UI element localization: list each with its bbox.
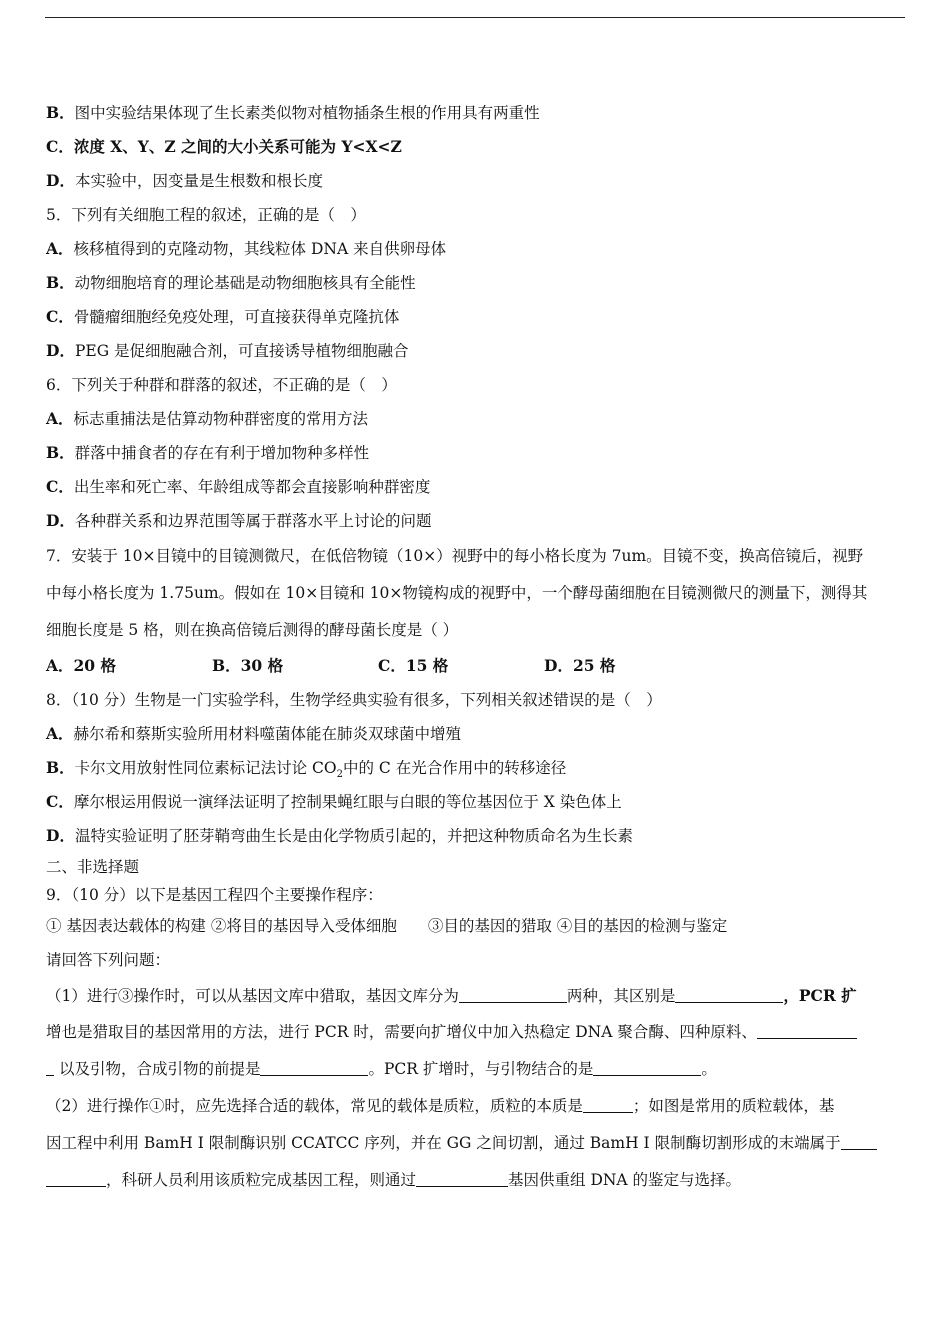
option-text: 标志重捕法是估算动物种群密度的常用方法 [73,410,369,428]
text: （1）进行③操作时，可以从基因文库中猎取，基因文库分为 [46,987,459,1005]
option-text: 卡尔文用放射性同位素标记法讨论 CO [74,759,337,777]
q7-stem-line-1: 7．安装于 10×目镜中的目镜测微尺，在低倍物镜（10×）视野中的每小格长度为 7um。目镜不变，换高倍镜后，视野 [46,547,864,565]
q5-option-c [46,300,906,334]
option-text: 赫尔希和蔡斯实验所用材料噬菌体能在肺炎双球菌中增殖 [73,725,462,743]
q8-option-d [46,819,906,853]
q6-stem: 6．下列关于种群和群落的叙述，不正确的是（ ） [46,376,397,394]
q6-option-a [46,402,906,436]
q5-option-a [46,232,906,266]
q9-part2-line-2 [46,1125,906,1162]
option-text: 出生率和死亡率、年龄组成等都会直接影响种群密度 [73,478,431,496]
answer-blank [459,984,567,1003]
option-label: D． [46,171,75,190]
section-title: 二、非选择题 [46,858,140,876]
answer-blank [583,1094,633,1113]
option-text: PEG 是促细胞融合剂，可直接诱导植物细胞融合 [74,342,409,360]
q8-option-b [46,751,906,785]
option-label: D． [46,826,75,845]
q8-stem: 8．（10 分）生物是一门实验学科，生物学经典实验有很多，下列相关叙述错误的是（ ） [46,691,662,709]
option-text: 摩尔根运用假说一演绎法证明了控制果蝇红眼与白眼的等位基因位于 X 染色体上 [73,793,622,811]
q4-option-c [46,130,906,164]
q9-part1-line-3 [46,1051,906,1088]
option-label: B． [46,443,75,462]
header-rule [45,17,905,18]
q7-option-c: C．15 格 [378,656,449,675]
text: 增也是猎取目的基因常用的方法，进行 PCR 时，需要向扩增仪中加入热稳定 DNA 聚合酶、四种原料、 [46,1023,757,1041]
q7-stem-line-2: 中每小格长度为 1.75um。假如在 10×目镜和 10×物镜构成的视野中，一个酵母菌细胞在目镜测微尺的测量下，测得其 [46,584,868,602]
option-text: 图中实验结果体现了生长素类似物对植物插条生根的作用具有两重性 [74,104,540,122]
option-label: A． [46,409,74,428]
q7-option-d: D．25 格 [544,656,616,675]
option-label: C． [46,792,74,811]
option-text: 各种群关系和边界范围等属于群落水平上讨论的问题 [74,512,432,530]
answer-blank [757,1020,857,1039]
answer-blank [593,1057,701,1076]
q6-option-c [46,470,906,504]
option-label: B． [46,758,75,777]
q8-option-c [46,785,906,819]
option-label: C． [46,307,74,326]
option-label: C． [46,477,74,496]
q6-option-d [46,504,906,538]
q7-stem-line-3: 细胞长度是 5 格，则在换高倍镜后测得的酵母菌长度是（ ） [46,621,459,639]
answer-blank [416,1168,508,1187]
q9-steps: ① 基因表达载体的构建 ②将目的基因导入受体细胞 ③目的基因的猎取 ④目的基因的检测与鉴定 [46,917,728,935]
q5-option-d [46,334,906,368]
text: ，科研人员利用该质粒完成基因工程，则通过 [106,1171,417,1189]
q9-part1-line-2 [46,1014,906,1051]
q9-stem: 9．（10 分）以下是基因工程四个主要操作程序： [46,886,383,904]
text: 基因供重组 DNA 的鉴定与选择。 [508,1171,742,1189]
q9-part2-line-3 [46,1162,906,1199]
answer-blank [260,1057,368,1076]
text: ；如图是常用的质粒载体，基 [632,1097,835,1115]
option-text: 温特实验证明了胚芽鞘弯曲生长是由化学物质引起的，并把这种物质命名为生长素 [74,827,633,845]
option-text: 核移植得到的克隆动物，其线粒体 DNA 来自供卵母体 [73,240,447,258]
option-label: A． [46,724,74,743]
option-text: 本实验中，因变量是生根数和根长度 [74,172,323,190]
text: ，PCR 扩 [783,986,857,1005]
option-label: B． [46,103,75,122]
option-label: C． [46,137,74,156]
subscript: 2 [336,769,343,781]
option-label: A． [46,239,74,258]
answer-blank [675,984,783,1003]
text: 。 [701,1060,717,1078]
answer-blank [841,1131,877,1150]
q9-part2-line-1 [46,1088,906,1125]
answer-blank [46,1057,54,1076]
option-text: 中的 C 在光合作用中的转移途径 [342,759,567,777]
q8-option-a [46,717,906,751]
answer-blank [46,1168,106,1187]
text: 因工程中利用 BamH I 限制酶识别 CCATCC 序列，并在 GG 之间切割，通过 BamH I 限制酶切割形成的末端属于 [46,1134,841,1152]
q7-option-a: A．20 格 [46,656,116,675]
option-text: 浓度 X、Y、Z 之间的大小关系可能为 Y<X<Z [73,137,402,156]
option-label: B． [46,273,75,292]
text: 以及引物，合成引物的前提是 [58,1060,261,1078]
text: （2）进行操作①时，应先选择合适的载体，常见的载体是质粒，质粒的本质是 [46,1097,583,1115]
q4-option-b [46,96,906,130]
q5-stem: 5．下列有关细胞工程的叙述，正确的是（ ） [46,206,366,224]
q9-part1-line-1 [46,977,906,1014]
option-label: D． [46,341,75,360]
text: 两种，其区别是 [566,987,676,1005]
q7-option-b: B．30 格 [212,656,284,675]
exam-page [46,96,906,1199]
q6-option-b [46,436,906,470]
option-text: 群落中捕食者的存在有利于增加物种多样性 [74,444,370,462]
option-label: D． [46,511,75,530]
q9-prompt: 请回答下列问题： [46,951,171,969]
text: 。PCR 扩增时，与引物结合的是 [368,1060,594,1078]
option-text: 骨髓瘤细胞经免疫处理，可直接获得单克隆抗体 [73,308,400,326]
q5-option-b [46,266,906,300]
q7-options [46,649,906,683]
q4-option-d [46,164,906,198]
option-text: 动物细胞培育的理论基础是动物细胞核具有全能性 [74,274,416,292]
